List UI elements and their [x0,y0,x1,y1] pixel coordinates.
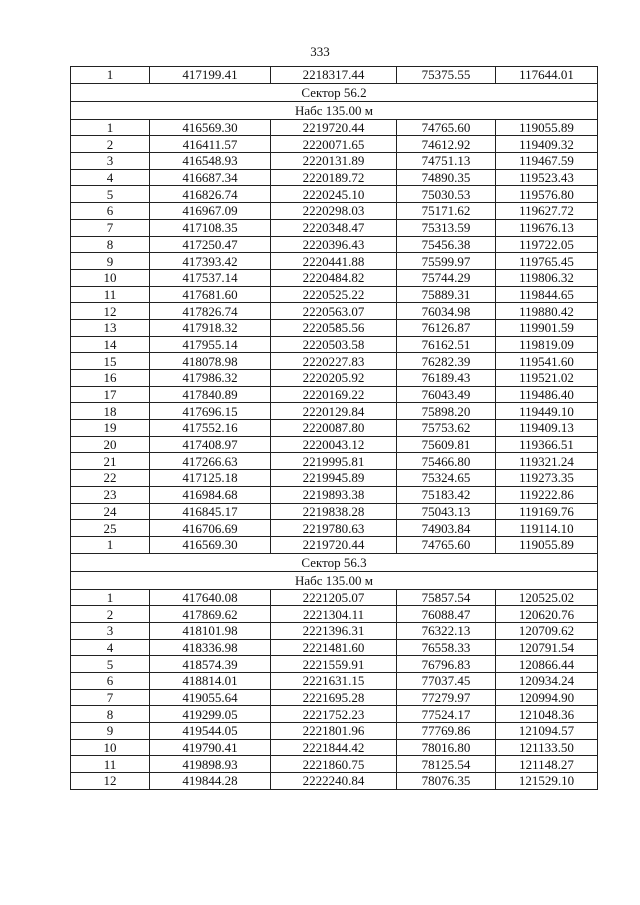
table-row [71,119,598,136]
coord-y-local-cell: 119467.59 [496,153,598,170]
coord-x-cell: 418336.98 [150,639,271,656]
table-row [71,186,598,203]
coord-x-local-cell: 74903.84 [397,520,496,537]
coord-x-cell: 417640.08 [150,589,271,606]
coord-y-local-cell: 119409.13 [496,420,598,437]
coord-y-cell: 2221481.60 [271,639,397,656]
coord-y-cell: 2220585.56 [271,319,397,336]
table-row [71,673,598,690]
coord-y-cell: 2220129.84 [271,403,397,420]
coord-y-local-cell: 119521.02 [496,370,598,387]
coord-x-cell: 417552.16 [150,420,271,437]
coord-x-cell: 417408.97 [150,436,271,453]
coord-y-cell: 2221860.75 [271,756,397,773]
coord-y-local-cell: 119819.09 [496,336,598,353]
coord-y-local-cell: 121048.36 [496,706,598,723]
table-row [71,689,598,706]
coord-x-local-cell: 75599.97 [397,253,496,270]
coord-x-cell: 417537.14 [150,269,271,286]
point-number-cell: 14 [71,336,150,353]
coord-x-local-cell: 76189.43 [397,370,496,387]
point-number-cell: 7 [71,689,150,706]
coord-x-local-cell: 75313.59 [397,219,496,236]
coord-x-cell: 417266.63 [150,453,271,470]
sector-height: Набс 135.00 м [71,571,598,589]
coord-y-cell: 2220503.58 [271,336,397,353]
table-row [71,269,598,286]
coord-y-local-cell: 120791.54 [496,639,598,656]
table-row [71,136,598,153]
coord-x-cell: 419844.28 [150,773,271,790]
coord-y-cell: 2221396.31 [271,622,397,639]
coord-y-local-cell: 121148.27 [496,756,598,773]
coord-y-cell: 2219995.81 [271,453,397,470]
coord-y-local-cell: 119627.72 [496,203,598,220]
point-number-cell: 18 [71,403,150,420]
coord-x-local-cell: 74612.92 [397,136,496,153]
coord-x-local-cell: 75043.13 [397,503,496,520]
coord-x-cell: 417696.15 [150,403,271,420]
coord-x-local-cell: 75324.65 [397,470,496,487]
coord-y-cell: 2219945.89 [271,470,397,487]
table-row [71,169,598,186]
point-number-cell: 11 [71,756,150,773]
coord-x-cell: 418814.01 [150,673,271,690]
coord-y-local-cell: 121529.10 [496,773,598,790]
table-row [71,436,598,453]
table-row [71,622,598,639]
coord-y-cell: 2220441.88 [271,253,397,270]
coord-y-cell: 2220245.10 [271,186,397,203]
coord-x-cell: 416411.57 [150,136,271,153]
coord-y-local-cell: 121094.57 [496,723,598,740]
coord-y-cell: 2220563.07 [271,303,397,320]
point-number-cell: 5 [71,186,150,203]
coord-x-local-cell: 78125.54 [397,756,496,773]
coord-x-local-cell: 76322.13 [397,622,496,639]
coord-y-local-cell: 119523.43 [496,169,598,186]
sector-title-row [71,553,598,571]
point-number-cell: 8 [71,236,150,253]
coord-y-local-cell: 120620.76 [496,606,598,623]
coord-y-local-cell: 120709.62 [496,622,598,639]
coord-y-local-cell: 121133.50 [496,739,598,756]
coord-x-local-cell: 75898.20 [397,403,496,420]
table-row [71,503,598,520]
point-number-cell: 1 [71,67,150,84]
coord-x-local-cell: 75857.54 [397,589,496,606]
coord-y-local-cell: 119366.51 [496,436,598,453]
table-row [71,606,598,623]
coord-x-cell: 417199.41 [150,67,271,84]
table-row [71,656,598,673]
table-row [71,219,598,236]
table-row [71,639,598,656]
coord-y-cell: 2220525.22 [271,286,397,303]
coord-y-local-cell: 119844.65 [496,286,598,303]
coord-y-local-cell: 119055.89 [496,119,598,136]
coord-x-cell: 417108.35 [150,219,271,236]
coord-x-local-cell: 75466.80 [397,453,496,470]
sector-title: Сектор 56.2 [71,83,598,101]
point-number-cell: 20 [71,436,150,453]
point-number-cell: 10 [71,269,150,286]
coord-y-local-cell: 117644.01 [496,67,598,84]
coord-y-local-cell: 120994.90 [496,689,598,706]
page-number: 333 [310,44,330,59]
table-row [71,756,598,773]
coord-x-cell: 417840.89 [150,386,271,403]
coord-y-cell: 2220087.80 [271,420,397,437]
coord-y-cell: 2222240.84 [271,773,397,790]
coord-x-cell: 418574.39 [150,656,271,673]
coord-y-cell: 2219780.63 [271,520,397,537]
coord-x-local-cell: 76162.51 [397,336,496,353]
point-number-cell: 3 [71,622,150,639]
sector-height-row [71,101,598,119]
table-row [71,773,598,790]
coord-x-cell: 419544.05 [150,723,271,740]
coord-x-local-cell: 77279.97 [397,689,496,706]
table-row [71,336,598,353]
coord-x-local-cell: 75753.62 [397,420,496,437]
coord-y-cell: 2221304.11 [271,606,397,623]
coord-x-local-cell: 76088.47 [397,606,496,623]
coordinates-table-body [71,67,598,790]
table-row [71,370,598,387]
coord-y-local-cell: 119880.42 [496,303,598,320]
table-row [71,67,598,84]
coord-y-cell: 2219720.44 [271,119,397,136]
coord-y-cell: 2221631.15 [271,673,397,690]
coord-x-cell: 416569.30 [150,119,271,136]
coord-y-cell: 2219893.38 [271,486,397,503]
coord-x-local-cell: 77524.17 [397,706,496,723]
coord-x-local-cell: 75375.55 [397,67,496,84]
coord-x-cell: 419898.93 [150,756,271,773]
point-number-cell: 24 [71,503,150,520]
coord-y-cell: 2221559.91 [271,656,397,673]
coord-x-local-cell: 75609.81 [397,436,496,453]
point-number-cell: 3 [71,153,150,170]
point-number-cell: 25 [71,520,150,537]
coord-y-cell: 2221205.07 [271,589,397,606]
coord-x-cell: 417986.32 [150,370,271,387]
coord-y-cell: 2220298.03 [271,203,397,220]
coord-y-local-cell: 119576.80 [496,186,598,203]
coord-y-local-cell: 119722.05 [496,236,598,253]
coord-y-cell: 2220484.82 [271,269,397,286]
coord-y-local-cell: 120934.24 [496,673,598,690]
table-row [71,236,598,253]
coord-x-local-cell: 74765.60 [397,536,496,553]
coord-y-cell: 2221695.28 [271,689,397,706]
coord-x-cell: 418101.98 [150,622,271,639]
point-number-cell: 1 [71,119,150,136]
coord-x-local-cell: 75183.42 [397,486,496,503]
coord-x-local-cell: 75456.38 [397,236,496,253]
coord-x-local-cell: 78076.35 [397,773,496,790]
table-row [71,253,598,270]
sector-title-row [71,83,598,101]
coord-x-local-cell: 75030.53 [397,186,496,203]
table-row [71,470,598,487]
point-number-cell: 4 [71,639,150,656]
coord-y-cell: 2218317.44 [271,67,397,84]
table-row [71,453,598,470]
coord-x-cell: 419299.05 [150,706,271,723]
table-row [71,420,598,437]
coord-y-cell: 2220205.92 [271,370,397,387]
table-row [71,589,598,606]
coord-x-cell: 416706.69 [150,520,271,537]
coord-x-cell: 417393.42 [150,253,271,270]
table-row [71,203,598,220]
coord-y-local-cell: 119486.40 [496,386,598,403]
point-number-cell: 19 [71,420,150,437]
point-number-cell: 8 [71,706,150,723]
coord-x-local-cell: 75171.62 [397,203,496,220]
coord-x-cell: 417869.62 [150,606,271,623]
coord-x-local-cell: 75889.31 [397,286,496,303]
coord-y-cell: 2220348.47 [271,219,397,236]
coord-y-cell: 2220169.22 [271,386,397,403]
table-row [71,520,598,537]
point-number-cell: 12 [71,303,150,320]
coord-x-cell: 416984.68 [150,486,271,503]
table-row [71,386,598,403]
coord-y-local-cell: 119055.89 [496,536,598,553]
point-number-cell: 6 [71,673,150,690]
coord-x-local-cell: 74890.35 [397,169,496,186]
coord-y-local-cell: 120525.02 [496,589,598,606]
coord-x-local-cell: 76796.83 [397,656,496,673]
coord-y-local-cell: 119222.86 [496,486,598,503]
table-row [71,739,598,756]
coord-x-local-cell: 76126.87 [397,319,496,336]
coord-x-cell: 417681.60 [150,286,271,303]
coord-y-local-cell: 119541.60 [496,353,598,370]
coord-y-cell: 2221844.42 [271,739,397,756]
point-number-cell: 6 [71,203,150,220]
sector-height-row [71,571,598,589]
table-row [71,706,598,723]
table-row [71,486,598,503]
coord-y-cell: 2220396.43 [271,236,397,253]
coord-x-local-cell: 74751.13 [397,153,496,170]
point-number-cell: 22 [71,470,150,487]
coord-y-cell: 2219720.44 [271,536,397,553]
coordinates-table [70,66,598,790]
coord-x-local-cell: 76282.39 [397,353,496,370]
coord-y-cell: 2220071.65 [271,136,397,153]
table-row [71,286,598,303]
coord-x-cell: 419055.64 [150,689,271,706]
coord-x-cell: 417125.18 [150,470,271,487]
coord-x-cell: 417826.74 [150,303,271,320]
coord-x-cell: 416687.34 [150,169,271,186]
coord-y-cell: 2220043.12 [271,436,397,453]
coord-x-cell: 416569.30 [150,536,271,553]
coord-x-cell: 417955.14 [150,336,271,353]
coord-y-local-cell: 119409.32 [496,136,598,153]
sector-title: Сектор 56.3 [71,553,598,571]
point-number-cell: 16 [71,370,150,387]
coord-x-cell: 417250.47 [150,236,271,253]
point-number-cell: 17 [71,386,150,403]
coord-x-local-cell: 78016.80 [397,739,496,756]
coord-x-cell: 418078.98 [150,353,271,370]
coord-y-local-cell: 119321.24 [496,453,598,470]
coord-x-cell: 416826.74 [150,186,271,203]
coord-y-local-cell: 119676.13 [496,219,598,236]
table-row [71,536,598,553]
table-row [71,319,598,336]
coord-y-local-cell: 119901.59 [496,319,598,336]
point-number-cell: 1 [71,589,150,606]
point-number-cell: 2 [71,136,150,153]
point-number-cell: 7 [71,219,150,236]
point-number-cell: 15 [71,353,150,370]
point-number-cell: 23 [71,486,150,503]
coord-y-cell: 2219838.28 [271,503,397,520]
table-row [71,303,598,320]
coord-y-cell: 2220227.83 [271,353,397,370]
table-row [71,353,598,370]
coord-x-cell: 416845.17 [150,503,271,520]
coord-y-local-cell: 119449.10 [496,403,598,420]
point-number-cell: 11 [71,286,150,303]
sector-height: Набс 135.00 м [71,101,598,119]
point-number-cell: 1 [71,536,150,553]
coord-y-cell: 2220189.72 [271,169,397,186]
coord-x-local-cell: 76043.49 [397,386,496,403]
coord-x-cell: 416967.09 [150,203,271,220]
coord-x-local-cell: 74765.60 [397,119,496,136]
table-row [71,403,598,420]
coord-y-local-cell: 119114.10 [496,520,598,537]
coord-y-local-cell: 119765.45 [496,253,598,270]
point-number-cell: 13 [71,319,150,336]
point-number-cell: 4 [71,169,150,186]
coord-x-local-cell: 76034.98 [397,303,496,320]
coord-x-local-cell: 77769.86 [397,723,496,740]
point-number-cell: 10 [71,739,150,756]
coord-x-local-cell: 75744.29 [397,269,496,286]
point-number-cell: 9 [71,723,150,740]
coord-x-cell: 419790.41 [150,739,271,756]
point-number-cell: 5 [71,656,150,673]
coord-y-local-cell: 120866.44 [496,656,598,673]
coord-y-cell: 2221801.96 [271,723,397,740]
coord-y-cell: 2221752.23 [271,706,397,723]
table-row [71,153,598,170]
table-row [71,723,598,740]
point-number-cell: 21 [71,453,150,470]
coord-x-local-cell: 77037.45 [397,673,496,690]
coord-y-local-cell: 119806.32 [496,269,598,286]
coord-x-cell: 416548.93 [150,153,271,170]
coord-y-local-cell: 119273.35 [496,470,598,487]
point-number-cell: 2 [71,606,150,623]
point-number-cell: 9 [71,253,150,270]
point-number-cell: 12 [71,773,150,790]
coord-x-local-cell: 76558.33 [397,639,496,656]
coord-y-cell: 2220131.89 [271,153,397,170]
coord-x-cell: 417918.32 [150,319,271,336]
coord-y-local-cell: 119169.76 [496,503,598,520]
